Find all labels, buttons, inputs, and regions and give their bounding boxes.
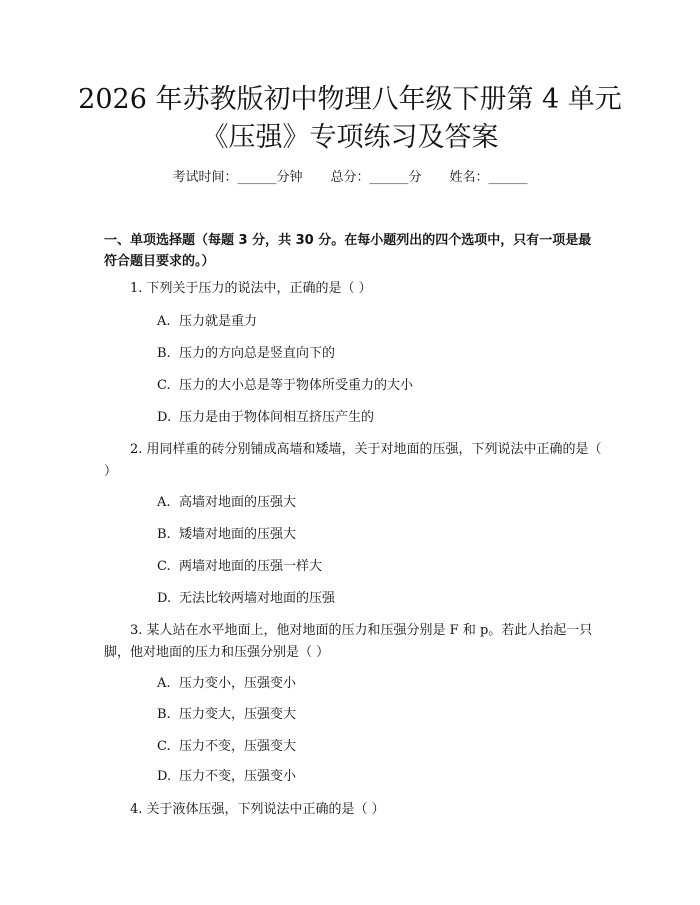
question-1-option-d [157, 409, 597, 427]
question-2-option-a [157, 494, 597, 512]
question-3-option-c [157, 738, 597, 756]
question-1-stem: 1. 下列关于压力的说法中，正确的是（ ） [130, 281, 372, 296]
option-letter: D. [157, 769, 172, 784]
option-letter: A. [157, 676, 171, 691]
question-2-option-c [157, 558, 597, 576]
option-text: 压力的大小总是等于物体所受重力的大小 [179, 378, 414, 393]
option-text: 压力不变，压强变小 [179, 769, 297, 784]
option-text: 压力的方向总是竖直向下的 [179, 346, 336, 361]
option-letter: A. [157, 495, 171, 510]
option-text: 压力变小，压强变小 [179, 676, 297, 691]
option-letter: D. [157, 410, 172, 425]
option-letter: B. [157, 346, 171, 361]
question-3-option-d [157, 768, 597, 786]
page-title-line-1: 2026 年苏教版初中物理八年级下册第 4 单元 [78, 84, 622, 115]
question-3-option-b [157, 706, 597, 724]
option-letter: B. [157, 707, 171, 722]
option-text: 压力是由于物体间相互挤压产生的 [179, 410, 375, 425]
option-text: 压力就是重力 [179, 314, 258, 329]
option-letter: C. [157, 559, 171, 574]
option-text: 压力不变，压强变大 [179, 739, 297, 754]
option-letter: A. [157, 314, 171, 329]
exam-info-row [0, 169, 700, 187]
question-3-stem: 3. 某人站在水平地面上，他对地面的压力和压强分别是 F 和 p。若此人抬起一只脚，他对地面的压力和压强分别是（ ） [104, 623, 593, 660]
option-text: 矮墙对地面的压强大 [179, 527, 297, 542]
question-2-option-d [157, 590, 597, 608]
question-1-option-a [157, 313, 597, 331]
option-text: 压力变大，压强变大 [179, 707, 297, 722]
option-text: 两墙对地面的压强一样大 [179, 559, 323, 574]
option-letter: C. [157, 378, 171, 393]
question-1-option-c [157, 377, 597, 395]
question-1-option-b [157, 345, 597, 363]
question-4-stem: 4. 关于液体压强，下列说法中正确的是（ ） [130, 802, 385, 817]
page-title-line-2: 《压强》专项练习及答案 [201, 122, 499, 153]
option-letter: B. [157, 527, 171, 542]
section-heading: 一、单项选择题（每题 3 分，共 30 分。在每小题列出的四个选项中，只有一项是最符合题目要求的。） [104, 233, 592, 269]
student-name-field: 姓名：______ [449, 170, 528, 185]
question-2-stem: 2. 用同样重的砖分别铺成高墙和矮墙，关于对地面的压强，下列说法中正确的是（ ） [104, 442, 602, 479]
option-letter: C. [157, 739, 171, 754]
option-letter: D. [157, 591, 172, 606]
question-2-option-b [157, 526, 597, 544]
option-text: 无法比较两墙对地面的压强 [179, 591, 336, 606]
question-3-option-a [157, 675, 597, 693]
total-score-field: 总分：______分 [330, 170, 422, 185]
option-text: 高墙对地面的压强大 [179, 495, 297, 510]
exam-time-field: 考试时间：______分钟 [172, 170, 303, 185]
